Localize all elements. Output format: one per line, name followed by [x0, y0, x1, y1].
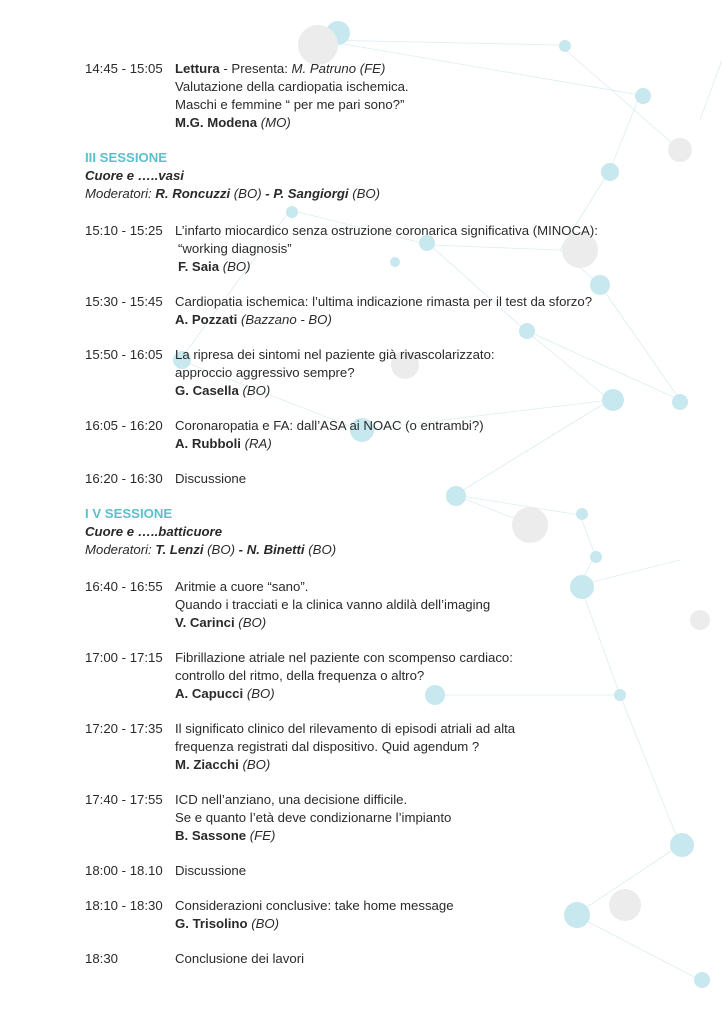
moderator-name: T. Lenzi [155, 542, 204, 557]
entry-time: 18:10 - 18:30 [85, 898, 163, 913]
entry-speaker: A. Pozzati [175, 312, 238, 327]
entry-line: Fibrillazione atriale nel paziente con scompenso cardiaco: [175, 650, 513, 665]
entry-line: Aritmie a cuore “sano”. [175, 579, 309, 594]
entry-speaker-location: (BO) [222, 259, 251, 274]
entry-body [175, 293, 685, 329]
entry-speaker-line [175, 114, 685, 132]
entry-speaker: G. Trisolino [175, 916, 248, 931]
entry-speaker-location: (BO) [242, 757, 271, 772]
entry-speaker-line [175, 382, 685, 400]
session-header-4 [85, 505, 685, 559]
entry-time: 17:00 - 17:15 [85, 650, 163, 665]
entry-speaker-location: (Bazzano - BO) [240, 312, 332, 327]
agenda-entry [85, 720, 685, 774]
entry-time: 15:30 - 15:45 [85, 294, 163, 309]
entry-time: 15:50 - 16:05 [85, 347, 163, 362]
agenda-entry [85, 346, 685, 400]
entry-time: 17:20 - 17:35 [85, 721, 163, 736]
entry-speaker: F. Saia [178, 259, 220, 274]
entry-speaker: M.G. Modena [175, 115, 258, 130]
agenda-entry-discussion [85, 862, 685, 880]
agenda-entry [85, 791, 685, 845]
entry-body [175, 470, 685, 488]
entry-speaker-line [175, 915, 685, 933]
entry-line: L’infarto miocardico senza ostruzione coronarica significativa (MINOCA): [175, 223, 598, 238]
entry-speaker: B. Sassone [175, 828, 247, 843]
agenda-entry [85, 293, 685, 329]
entry-line: “working diagnosis” [178, 241, 292, 256]
entry-line: Conclusione dei lavori [175, 951, 305, 966]
entry-time: 16:40 - 16:55 [85, 579, 163, 594]
entry-title-rest: - Presenta: [219, 61, 292, 76]
agenda-entry-closing [85, 950, 685, 968]
session-moderators [85, 185, 685, 203]
entry-line: controllo del ritmo, della frequenza o altro? [175, 668, 425, 683]
entry-time: 15:10 - 15:25 [85, 223, 163, 238]
entry-time: 16:05 - 16:20 [85, 418, 163, 433]
entry-speaker-location: (BO) [246, 686, 275, 701]
entry-body [175, 950, 685, 968]
entry-speaker-location: (MO) [260, 115, 291, 130]
entry-body [175, 720, 685, 774]
entry-speaker: G. Casella [175, 383, 239, 398]
entry-speaker-line [175, 685, 685, 703]
moderator-separator: - [238, 542, 247, 557]
entry-speaker: A. Rubboli [175, 436, 241, 451]
entry-body [175, 578, 685, 632]
entry-speaker-line [175, 311, 685, 329]
entry-speaker-location: (RA) [244, 436, 272, 451]
entry-line: Quando i tracciati e la clinica vanno aldilà dell’imaging [175, 597, 491, 612]
moderator-name: P. Sangiorgi [273, 186, 349, 201]
program-content [85, 60, 685, 985]
session-theme: Cuore e …..vasi [85, 168, 184, 183]
entry-speaker: V. Carinci [175, 615, 235, 630]
session-theme: Cuore e …..batticuore [85, 524, 223, 539]
entry-speaker-location: (BO) [242, 383, 271, 398]
entry-time: 14:45 - 15:05 [85, 61, 163, 76]
agenda-entry [85, 897, 685, 933]
entry-title-line [175, 60, 685, 78]
session-title: III SESSIONE [85, 150, 168, 165]
moderators-label: Moderatori: [85, 186, 156, 201]
entry-time: 18:30 [85, 951, 119, 966]
moderator-location: (BO) [348, 186, 381, 201]
entry-line: Maschi e femmine “ per me pari sono?” [175, 97, 405, 112]
entry-speaker-line [175, 756, 685, 774]
agenda-entry [85, 578, 685, 632]
entry-body [175, 417, 685, 453]
agenda-entry-lettura [85, 60, 685, 132]
moderator-separator: - [265, 186, 274, 201]
entry-speaker-location: (BO) [238, 615, 267, 630]
agenda-entry-discussion [85, 470, 685, 488]
entry-line: Cardiopatia ischemica: l’ultima indicazione rimasta per il test da sforzo? [175, 294, 593, 309]
agenda-entry [85, 417, 685, 453]
entry-body [175, 60, 685, 132]
entry-time: 18:00 - 18.10 [85, 863, 163, 878]
entry-speaker-line [175, 258, 685, 276]
entry-title: Lettura [175, 61, 220, 76]
entry-line: La ripresa dei sintomi nel paziente già rivascolarizzato: [175, 347, 495, 362]
entry-line: Discussione [175, 863, 247, 878]
moderators-label: Moderatori: [85, 542, 156, 557]
moderator-name: R. Roncuzzi [155, 186, 231, 201]
entry-line: Coronaropatia e FA: dall’ASA ai NOAC (o entrambi?) [175, 418, 484, 433]
moderator-location: (BO) [304, 542, 337, 557]
moderator-location: (BO) [203, 542, 239, 557]
entry-line: Se e quanto l’età deve condizionarne l’impianto [175, 810, 452, 825]
entry-speaker-line [175, 614, 685, 632]
entry-line: Considerazioni conclusive: take home message [175, 898, 454, 913]
entry-line: Il significato clinico del rilevamento di episodi atriali ad alta [175, 721, 516, 736]
session-title: I V SESSIONE [85, 506, 173, 521]
entry-body [175, 649, 685, 703]
entry-time: 17:40 - 17:55 [85, 792, 163, 807]
moderator-location: (BO) [230, 186, 266, 201]
entry-speaker-location: (FE) [249, 828, 276, 843]
entry-time: 16:20 - 16:30 [85, 471, 163, 486]
entry-line: Discussione [175, 471, 247, 486]
agenda-entry [85, 222, 685, 276]
agenda-entry [85, 649, 685, 703]
entry-body [175, 791, 685, 845]
entry-speaker: M. Ziacchi [175, 757, 239, 772]
entry-body [175, 346, 685, 400]
entry-speaker: A. Capucci [175, 686, 244, 701]
entry-line: Valutazione della cardiopatia ischemica. [175, 79, 409, 94]
entry-body [175, 862, 685, 880]
session-header-3 [85, 149, 685, 203]
entry-body [175, 897, 685, 933]
session-moderators [85, 541, 685, 559]
entry-body [175, 222, 685, 276]
entry-line: approccio aggressivo sempre? [175, 365, 355, 380]
entry-speaker-line [175, 827, 685, 845]
entry-presenter: M. Patruno (FE) [291, 61, 386, 76]
entry-speaker-line [175, 435, 685, 453]
moderator-name: N. Binetti [246, 542, 305, 557]
entry-speaker-location: (BO) [251, 916, 280, 931]
entry-line: frequenza registrati dal dispositivo. Quid agendum ? [175, 739, 480, 754]
entry-line: ICD nell’anziano, una decisione difficile. [175, 792, 408, 807]
